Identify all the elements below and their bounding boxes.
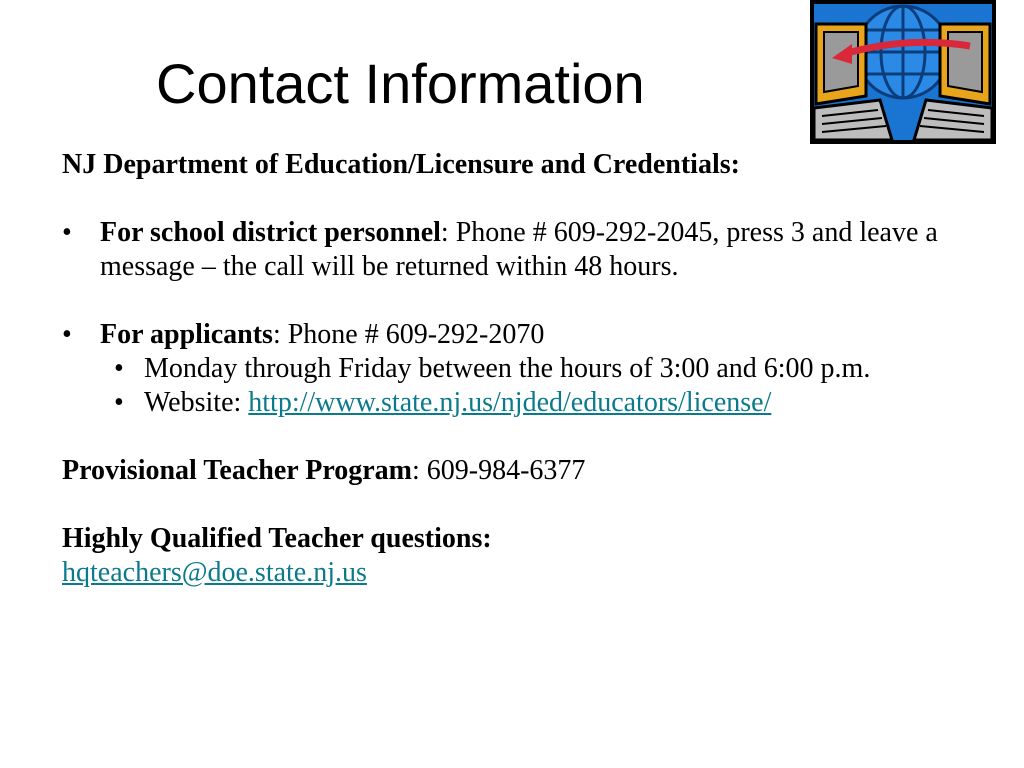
bullet-icon: • [62, 319, 72, 350]
website-label: Website: [144, 387, 249, 418]
district-text: : Phone # 609-292-2045, press 3 and leave a message – the call will be returned within 48 hours. [100, 217, 938, 282]
hq-heading: Highly Qualified Teacher questions: [62, 523, 492, 554]
globe-computers-icon [810, 0, 996, 144]
sub-bullet-hours [62, 352, 962, 386]
contact-body [62, 148, 962, 590]
provisional-label: Provisional Teacher Program [62, 455, 412, 486]
bullet-icon: • [114, 387, 124, 418]
sub-bullet-website [62, 386, 962, 420]
district-label: For school district personnel [100, 217, 441, 248]
applicants-label: For applicants [100, 319, 273, 350]
hours-text: Monday through Friday between the hours of 3:00 and 6:00 p.m. [144, 353, 871, 384]
slide-title: Contact Information [156, 52, 645, 115]
bullet-icon: • [114, 353, 124, 384]
hq-email-link[interactable]: hqteachers@doe.state.nj.us [62, 557, 367, 588]
website-link[interactable]: http://www.state.nj.us/njded/educators/license/ [248, 387, 772, 418]
bullet-icon: • [62, 217, 72, 248]
provisional-line [62, 454, 962, 488]
bullet-district-personnel [62, 216, 962, 284]
dept-heading: NJ Department of Education/Licensure and Credentials: [62, 149, 740, 180]
bullet-applicants [62, 318, 962, 352]
applicants-text: : Phone # 609-292-2070 [272, 319, 545, 350]
provisional-text: : 609-984-6377 [412, 455, 586, 486]
